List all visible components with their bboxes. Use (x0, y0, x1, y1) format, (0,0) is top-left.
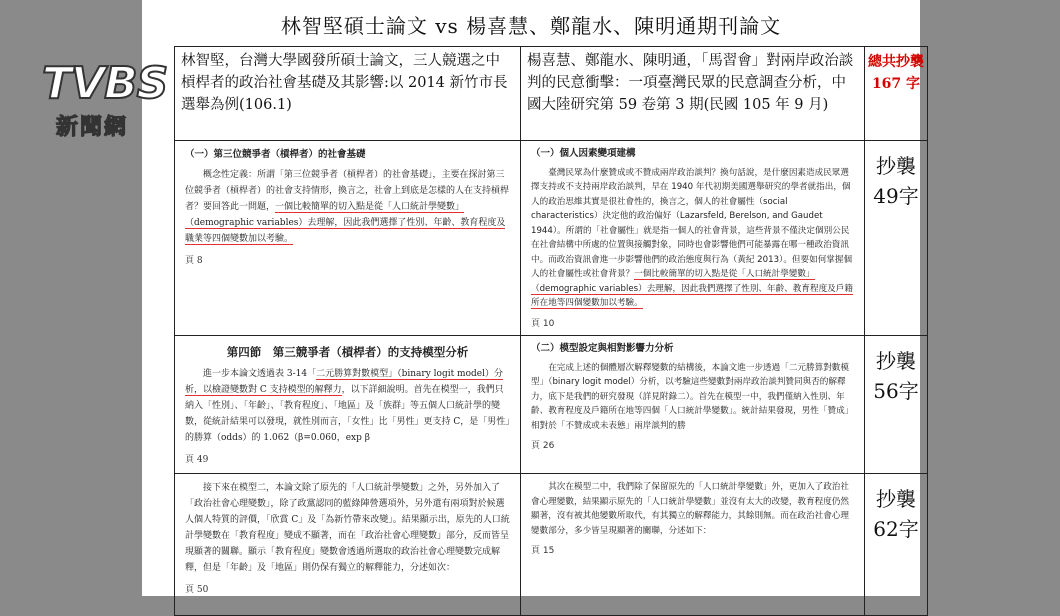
excerpt-title: 第四節 第三競爭者（槓桿者）的支持模型分析 (226, 345, 469, 359)
header-total (865, 47, 928, 141)
table-row (175, 474, 928, 616)
page-number: 頁 15 (531, 546, 555, 556)
excerpt-text-plain: ，以下詳細說明。首先在模型一，我們只納入「性別」、「年齡」、「教育程度」、「地區」及「族群」等五個人口統計學的變數，從統計結果可以發現，就性別而言，「女性」比「男性」更支持 C，是「男性」的勝算（odds）的 1.062（β=0.060，exp β (185, 385, 510, 443)
page-number: 頁 10 (531, 318, 555, 329)
document-title: 林智堅碩士論文 vs 楊喜慧、鄭龍水、陳明通期刊論文 (280, 14, 782, 38)
highlighted-text: 一個比較簡單的切入點是從「人口統計學變數」（demographic variables）去理解，因此我們選擇了性別、年齡、教育程度及職業等四個變數加以考驗。 (185, 202, 506, 244)
excerpt-text-plain: 概念性定義：所謂「第三位競爭者（槓桿者）的社會基礎」，主要在探討第三位競爭者（槓桿者）的社會支持情形，換言之，社會上到底是怎樣的人在支持槓桿者？要回答此一問題， (185, 170, 510, 212)
total-count: 167 字 (871, 76, 921, 92)
thesis-excerpt (175, 474, 521, 616)
tvbs-logo (18, 26, 178, 140)
comparison-table (174, 46, 928, 616)
page-number: 頁 50 (185, 585, 209, 595)
journal-excerpt (521, 336, 865, 474)
header-source-thesis: 林智堅，台灣大學國發所碩士論文，三人競選之中槓桿者的政治社會基礎及其影響:以 2014 新竹市長選舉為例(106.1) (175, 47, 521, 141)
journal-excerpt (521, 474, 865, 616)
table-header-row (175, 47, 928, 141)
verdict-count: 49字 (873, 184, 919, 208)
header-source-journal: 楊喜慧、鄭龍水、陳明通，「馬習會」對兩岸政治談判的民意衝擊：一項臺灣民眾的民意調查分析，中國大陸研究第 59 卷第 3 期(民國 105 年 9 月) (521, 47, 865, 141)
highlighted-text: 二元勝算對數模型」（binary logit model）分析，以檢證變數對 C 支持模型的解釋力 (185, 369, 503, 395)
thesis-excerpt (175, 336, 521, 474)
excerpt-text: 其次在模型二中，我們除了保留原先的「人口統計學變數」外，更加入了政治社會心理變數，結果顯示原先的「人口統計學變數」並沒有太大的改變，教育程度仍然顯著，沒有被其他變數所取代，有其獨立的解釋能力，其餘則無。而在政治社會心理變數部分，多少皆呈現顯著的關聯，分述如下： (531, 482, 849, 536)
page-number: 頁 49 (185, 455, 209, 465)
verdict-label: 抄襲 (876, 154, 916, 178)
logo-text: TVBS (42, 58, 168, 109)
verdict-label: 抄襲 (876, 487, 916, 511)
highlighted-text: 一個比較簡單的切入點是從「人口統計學變數」（demographic variables）去理解，因此我們選擇了性別、年齡、教育程度及戶籍所在地等四個變數加以考驗。 (531, 269, 853, 308)
excerpt-text-plain: 臺灣民眾為什麼贊成或不贊成兩岸政治談判？換句話說，是什麼因素造成民眾選擇支持或不支持兩岸政治談判，早在 1940 年代初期美國選舉研究的學者就指出，個人的政治思維其實是很社會性的，換言之，個人的社會屬性（social characteristics）決定他的政治偏好（Lazarsfeld, Berelson, and Gaudet 1944）。所謂的「社會屬性」就是指一個人的社會背景，這些背景不僅決定個別公民在社會結構中所處的位置與接觸對象，同時也會影響他們可能暴露在哪一種政治資訊中。而政治資訊會進一步影響他們的政治態度與行為（黃紀 2013）。但要如何掌握個人的社會屬性或社會背景？ (531, 167, 853, 279)
excerpt-text: 在完成上述的個體層次解釋變數的結構後，本論文進一步透過「二元勝算對數模型」（binary logit model）分析，以考驗這些變數對兩岸政治談判贊同與否的解釋力，底下是我們的研究發現（詳見附錄二）。首先在模型一中，我們僅納入性別、年齡、教育程度及戶籍所在地等四個「人口統計學變數」。統計結果發現，男性「贊成」相對於「不贊成或未表態」兩岸談判的勝 (531, 362, 854, 431)
excerpt-title: （一）第三位競爭者（槓桿者）的社會基礎 (185, 149, 366, 160)
page-number: 頁 8 (185, 256, 203, 266)
excerpt-text: 接下來在模型二，本論文除了原先的「人口統計學變數」之外，另外加入了「政治社會心理變數」，除了政黨認同的藍綠陣營選項外，另外還有兩項對於候選人個人特質的評價，「欣賞 C」及「為新竹帶來改變」。結果顯示出，原先的人口統計學變數在「教育程度」變成不顯著，而在「政治社會心理變數」部分，反而皆呈現顯著的關聯。顯示「教育程度」變數會透過所選取的政治社會心理變數完成解釋，但是「年齡」及「地區」則仍保有獨立的解釋能力，分述如次： (185, 483, 510, 573)
excerpt-title: （一）個人因素變項建構 (531, 148, 636, 159)
verdict-count: 56字 (873, 379, 919, 403)
total-label: 總共抄襲 (868, 54, 924, 70)
verdict-cell (865, 141, 928, 336)
verdict-label: 抄襲 (876, 349, 916, 373)
logo-subtitle: 新聞網 (56, 115, 129, 140)
excerpt-text (531, 166, 854, 311)
excerpt-text (185, 366, 510, 446)
table-row (175, 336, 928, 474)
page-number: 頁 26 (531, 441, 555, 451)
excerpt-text-plain: 進一步本論文透過表 3-14「 (203, 369, 317, 379)
thesis-excerpt (175, 141, 521, 336)
verdict-cell (865, 474, 928, 616)
verdict-count: 62字 (873, 517, 919, 541)
excerpt-text (185, 167, 510, 247)
table-row (175, 141, 928, 336)
journal-excerpt (521, 141, 865, 336)
excerpt-title: （二）模型設定與相對影響力分析 (531, 343, 674, 354)
verdict-cell (865, 336, 928, 474)
document-page (142, 0, 924, 596)
